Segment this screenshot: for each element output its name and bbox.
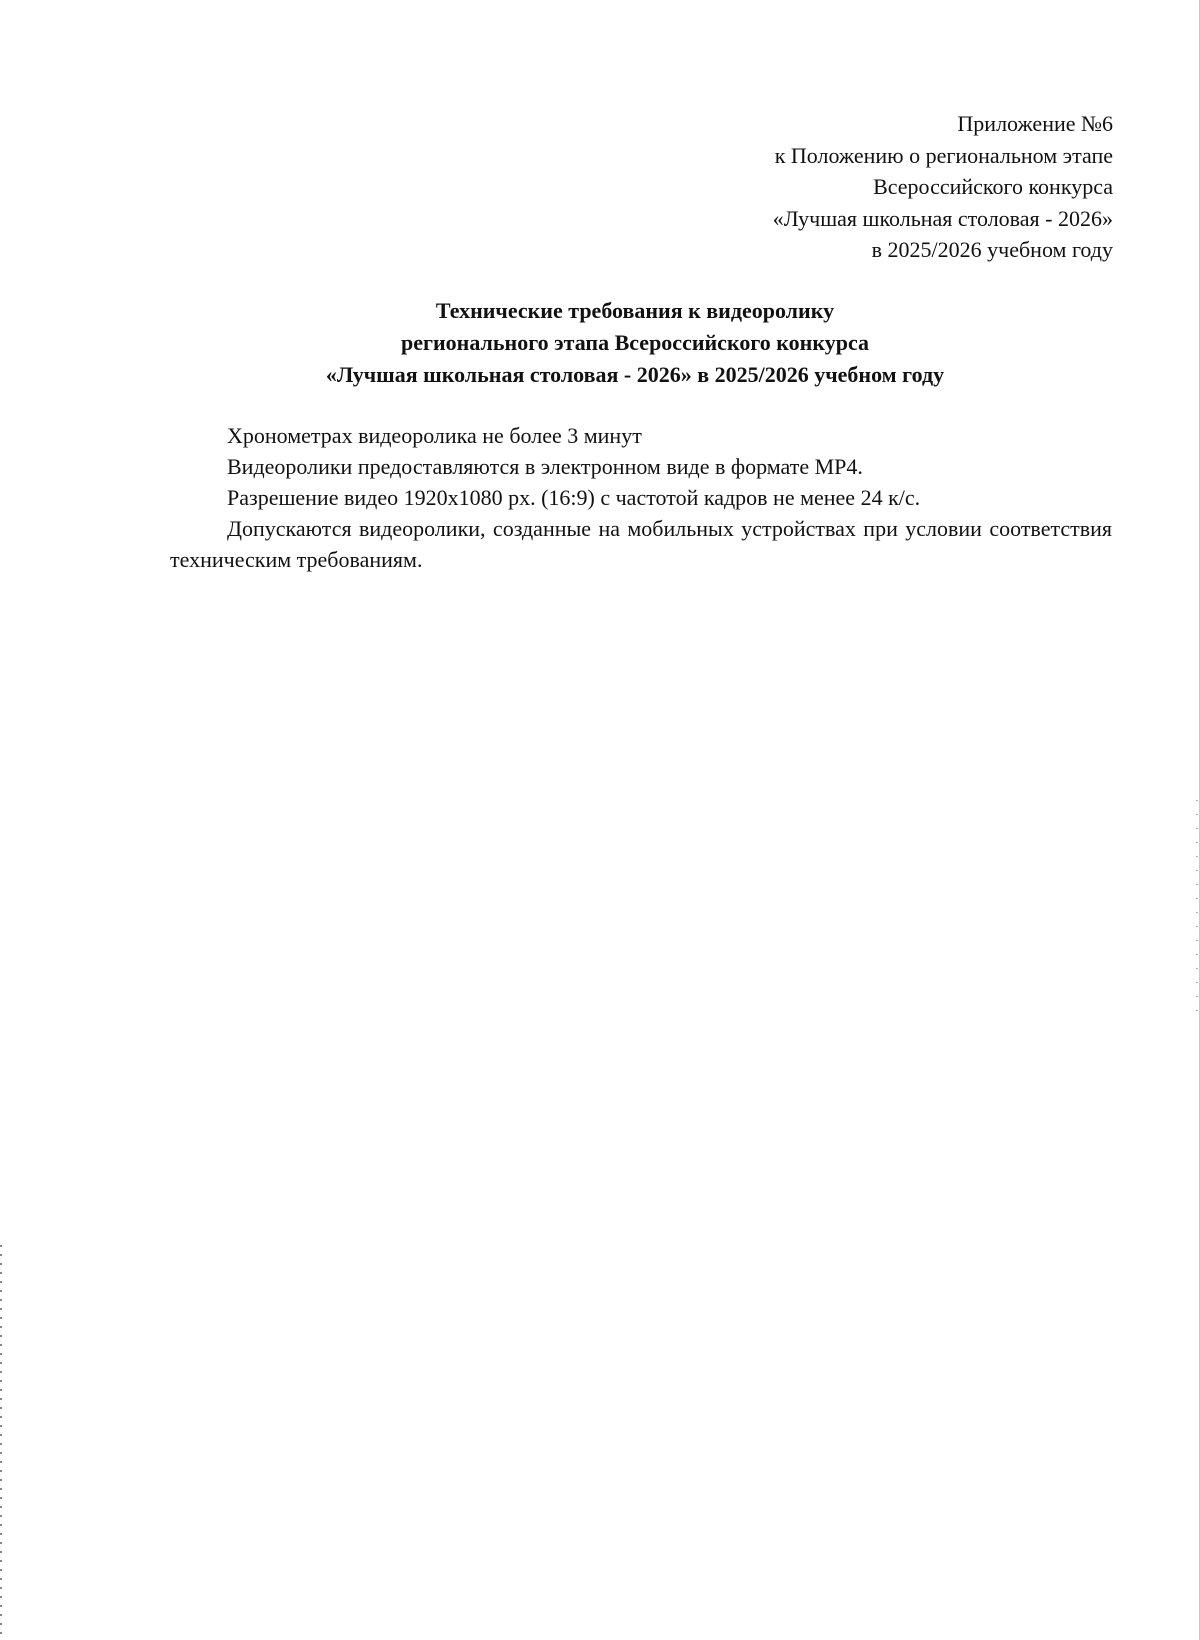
scan-edge-marks-left	[0, 1245, 2, 1640]
requirements-body	[170, 420, 1112, 575]
requirement-format: Видеоролики предоставляются в электронном виде в формате МР4.	[227, 454, 863, 479]
title-line-2: регионального этапа Всероссийского конкурса	[401, 330, 869, 355]
requirement-duration: Хронометрах видеоролика не более 3 минут	[227, 423, 642, 448]
appendix-contest-name: «Лучшая школьная столовая - 2026»	[772, 205, 1113, 231]
document-title	[170, 295, 1100, 391]
appendix-reference: к Положению о региональном этапе	[774, 142, 1113, 168]
title-line-3: «Лучшая школьная столовая - 2026» в 2025/2026 учебном году	[325, 362, 945, 387]
appendix-header	[593, 108, 1113, 266]
scan-edge-marks-right	[1196, 800, 1198, 1020]
appendix-contest-line: Всероссийского конкурса	[873, 174, 1113, 199]
appendix-school-year: в 2025/2026 учебном году	[871, 237, 1113, 262]
title-line-1: Технические требования к видеоролику	[435, 298, 835, 323]
appendix-number: Приложение №6	[957, 111, 1113, 136]
requirement-mobile-devices: Допускаются видеоролики, созданные на мобильных устройствах при условии соответствия техническим требованиям.	[170, 516, 1112, 572]
requirement-resolution: Разрешение видео 1920x1080 px. (16:9) с частотой кадров не менее 24 к/с.	[227, 485, 921, 510]
